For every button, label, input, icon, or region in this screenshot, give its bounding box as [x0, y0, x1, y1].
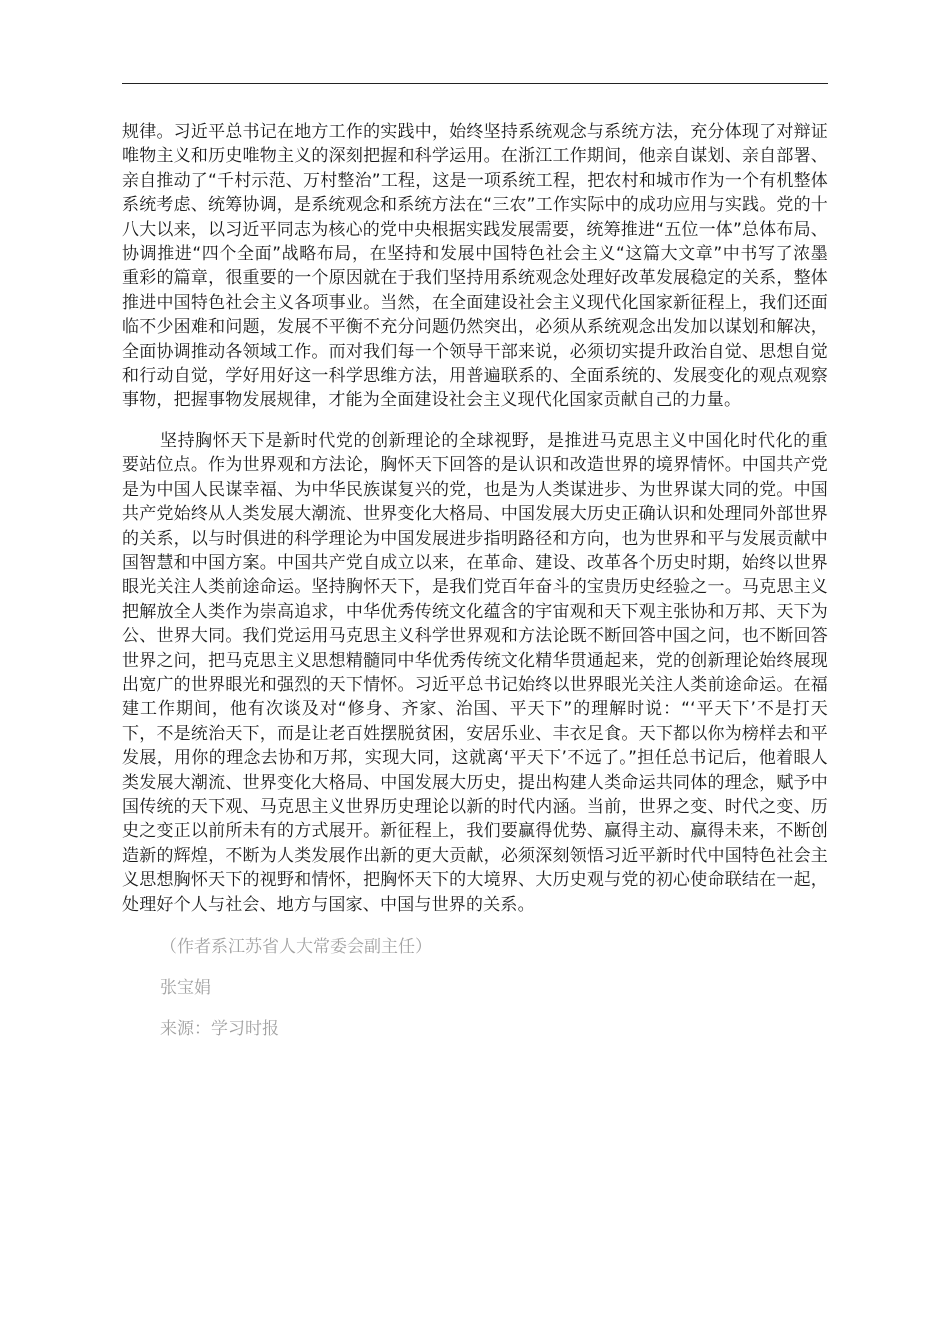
source-line: 来源：学习时报 [160, 1019, 279, 1039]
paragraph-1: 规律。习近平总书记在地方工作的实践中，始终坚持系统观念与系统方法，充分体现了对辩证唯物主义和历史唯物主义的深刻把握和科学运用。在浙江工作期间，他亲自谋划、亲自部署、亲自推动了“千村示范、万村整治”工程，这是一项系统工程，把农村和城市作为一个有机整体系统考虑、统筹协调，是系统观念和系统方法在“三农”工作实际中的成功应用与实践。党的十八大以来，以习近平同志为核心的党中央根据实践发展需要，统筹推进“五位一体”总体布局、协调推进“四个全面”战略布局，在坚持和发展中国特色社会主义“这篇大文章”中书写了浓墨重彩的篇章，很重要的一个原因就在于我们坚持用系统观念处理好改革发展稳定的关系，整体推进中国特色社会主义各项事业。当然，在全面建设社会主义现代化国家新征程上，我们还面临不少困难和问题，发展不平衡不充分问题仍然突出，必须从系统观念出发加以谋划和解决，全面协调推动各领域工作。而对我们每一个领导干部来说，必须切实提升政治自觉、思想自觉和行动自觉，学好用好这一科学思维方法，用普遍联系的、全面系统的、发展变化的观点观察事物，把握事物发展规律，才能为全面建设社会主义现代化国家贡献自己的力量。 [122, 122, 829, 411]
article-body [122, 120, 828, 1041]
author-note: （作者系江苏省人大常委会副主任） [160, 937, 432, 957]
paragraph-2: 坚持胸怀天下是新时代党的创新理论的全球视野，是推进马克思主义中国化时代化的重要站位点。作为世界观和方法论，胸怀天下回答的是认识和改造世界的境界情怀。中国共产党是为中国人民谋幸福、为中华民族谋复兴的党，也是为人类谋进步、为世界谋大同的党。中国共产党始终从人类发展大潮流、世界变化大格局、中国发展大历史正确认识和处理同外部世界的关系，以与时俱进的科学理论为中国发展进步指明路径和方向，也为世界和平与发展贡献中国智慧和中国方案。中国共产党自成立以来，在革命、建设、改革各个历史时期，始终以世界眼光关注人类前途命运。坚持胸怀天下，是我们党百年奋斗的宝贵历史经验之一。马克思主义把解放全人类作为崇高追求，中华优秀传统文化蕴含的宇宙观和天下观主张协和万邦、天下为公、世界大同。我们党运用马克思主义科学世界观和方法论既不断回答中国之问，也不断回答世界之问，把马克思主义思想精髓同中华优秀传统文化精华贯通起来，党的创新理论始终展现出宽广的世界眼光和强烈的天下情怀。习近平总书记始终以世界眼光关注人类前途命运。在福建工作期间，他有次谈及对“修身、齐家、治国、平天下”的理解时说：“‘平天下’不是打天下，不是统治天下，而是让老百姓摆脱贫困，安居乐业、丰衣足食。天下都以你为榜样去和平发展，用你的理念去协和万邦，实现大同，这就离‘平天下’不远了。”担任总书记后，他着眼人类发展大潮流、世界变化大格局、中国发展大历史，提出构建人类命运共同体的理念，赋予中国传统的天下观、马克思主义世界历史理论以新的时代内涵。当前，世界之变、时代之变、历史之变正以前所未有的方式展开。新征程上，我们要赢得优势、赢得主动、赢得未来，不断创造新的辉煌，不断为人类发展作出新的更大贡献，必须深刻领悟习近平新时代中国特色社会主义思想胸怀天下的视野和情怀，把胸怀天下的大境界、大历史观与党的初心使命联结在一起，处理好个人与社会、地方与国家、中国与世界的关系。 [122, 430, 828, 915]
header-rule [122, 83, 828, 84]
author-name: 张宝娟 [160, 978, 211, 998]
